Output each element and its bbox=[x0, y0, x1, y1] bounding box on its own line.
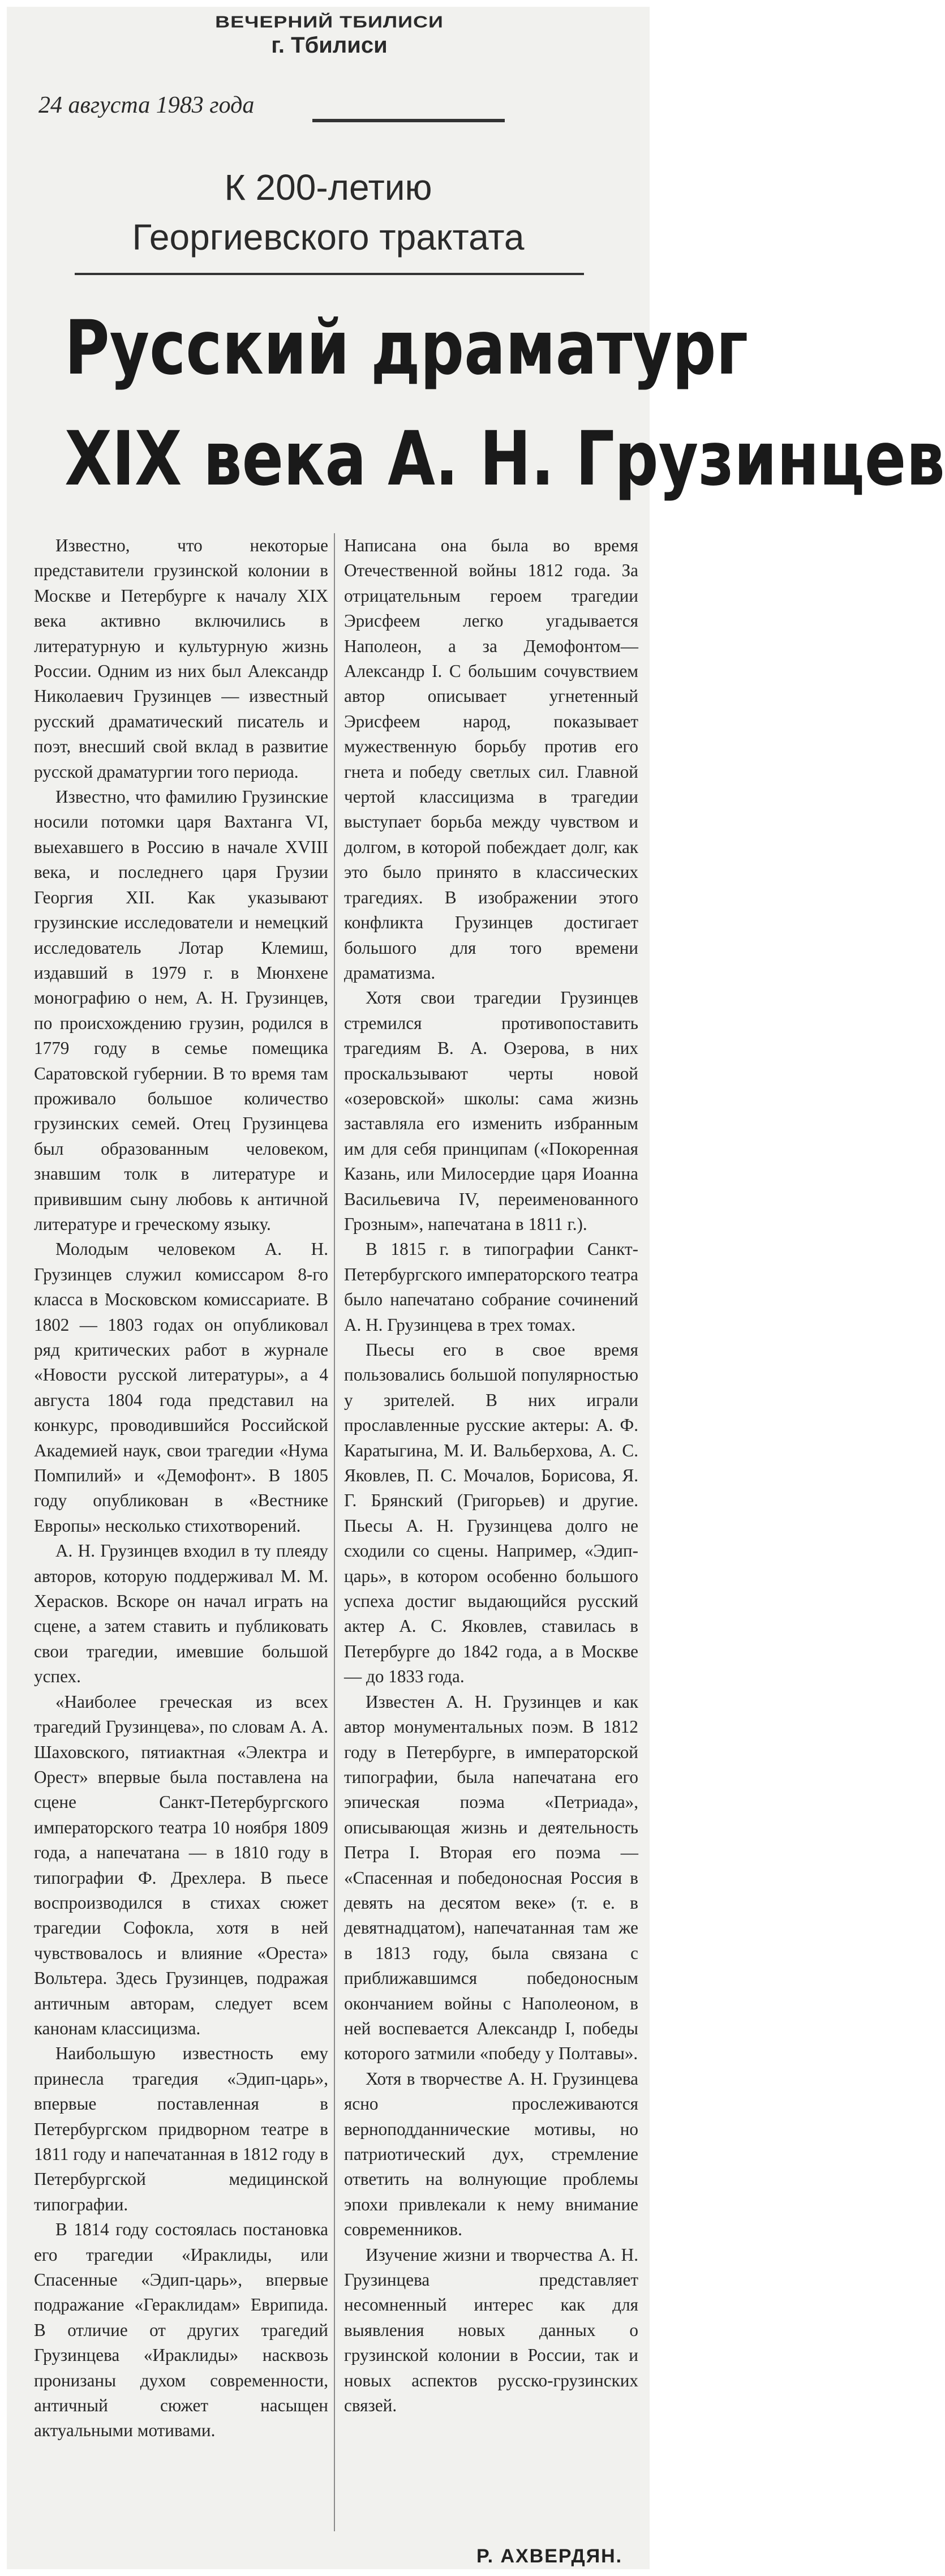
paragraph: В 1815 г. в типографии Санкт-Петербургского императорского театра было напечатано собрание сочинений А. Н. Грузинцева в трех томах. bbox=[344, 1239, 638, 1335]
headline-line-2: XIX века А. Н. Грузинцев bbox=[65, 415, 945, 503]
paragraph: Известен А. Н. Грузинцев и как автор монументальных поэм. В 1812 году в Петербурге, в императорской типографии, была напечатана его эпическая поэма «Петриада», описывающая жизнь и деятельность Петра I. Вторая его поэма — «Спасенная и победоносная Россия в девять на десятом веке» (т. е. в девятнадцатом), напечатанная там же в 1813 году, была связана с приближавшимся победоносным окончанием войны с Наполеоном, в ней воспевается Александр I, победы которого затмили «победу у Полтавы». bbox=[344, 1691, 638, 2064]
paragraph: В 1814 году состоялась постановка его трагедии «Ираклиды, или Спасенные «Эдип-царь», впервые подражание «Гераклидам» Еврипида. В отличие от других трагедий Грузинцева «Ираклиды» насквозь пронизаны духом современности, античный сюжет насыщен актуальными мотивами. bbox=[34, 2219, 328, 2441]
paragraph: Пьесы его в свое время пользовались большой популярностью у зрителей. В них играли прославленные русские актеры: А. Ф. Каратыгина, М. И. Вальберхова, А. С. Яковлев, П. С. Мочалов, Борисова, Я. Г. Брянский (Григорьев) и другие. Пьесы А. Н. Грузинцева долго не сходили со сцены. Например, «Эдип-царь», в котором особенно большого успеха достиг выдающийся русский актер А. С. Яковлев, ставилась в Петербурге до 1842 года, а в Москве — до 1833 года. bbox=[344, 1340, 638, 1687]
article-left-column bbox=[34, 533, 328, 2543]
column-divider bbox=[334, 533, 335, 2531]
publication-date: 24 августа 1983 года bbox=[38, 92, 255, 118]
headline-line-1: Русский драматург bbox=[65, 305, 749, 392]
article-right-column bbox=[344, 533, 638, 2543]
date-rule bbox=[312, 119, 505, 122]
headline bbox=[7, 293, 945, 515]
rubric-line-1: К 200-летию bbox=[224, 167, 432, 208]
stamp-newspaper-name: ВЕЧЕРНИЙ ТБИЛИСИ bbox=[215, 12, 444, 32]
rubric bbox=[7, 162, 650, 262]
paragraph: Изучение жизни и творчества А. Н. Грузинцева представляет несомненный интерес как для выявления новых данных о грузинской колонии в России, так и новых аспектов русско-грузинских связей. bbox=[344, 2244, 638, 2416]
paragraph: Хотя в творчестве А. Н. Грузинцева ясно прослеживаются верноподданнические мотивы, но патриотический дух, стремление ответить на волнующие проблемы эпохи привлекали к нему внимание современников. bbox=[344, 2068, 638, 2240]
paragraph: Написана она была во время Отечественной войны 1812 года. За отрицательным героем трагедии Эрисфеем легко угадывается Наполеон, а за Демофонтом—Александр I. С большим сочувствием автор описывает угнетенный Эрисфеем народ, показывает мужественную борьбу против его гнета и победу светлых сил. Главной чертой классицизма в трагедии выступает борьба между чувством и долгом, в которой побеждает долг, как это было принято в классических трагедиях. В изображении этого конфликта Грузинцев достигает большого для того времени драматизма. bbox=[344, 535, 638, 983]
paragraph: А. Н. Грузинцев входил в ту плеяду авторов, которую поддерживал М. М. Херасков. Вскоре он начал играть на сцене, а затем ставить и публиковать свои трагедии, имевшие большой успех. bbox=[34, 1541, 328, 1687]
rubric-line-2: Георгиевского трактата bbox=[132, 217, 525, 258]
paragraph: Хотя свои трагедии Грузинцев стремился противопоставить трагедиям В. А. Озерова, в них проскальзывают черты новой «озеровской» школы: сама жизнь заставляла его изменить избранным им для себя принципам («Покоренная Казань, или Милосердие царя Иоанна Васильевича IV, переименованного Грозным», напечатана в 1811 г.). bbox=[344, 988, 638, 1234]
paragraph: Наибольшую известность ему принесла трагедия «Эдип-царь», впервые поставленная в Петербургском придворном театре в 1811 году и напечатанная в 1812 году в Петербургской медицинской типографии. bbox=[34, 2043, 328, 2214]
paragraph: Известно, что фамилию Грузинские носили потомки царя Вахтанга VI, выехавшего в Россию в начале XVIII века, и последнего царя Грузии Георгия XII. Как указывают грузинские исследователи и немецкий исследователь Лотар Клемиш, издавший в 1979 г. в Мюнхене монографию о нем, А. Н. Грузинцев, по происхождению грузин, родился в 1779 году в семье помещика Саратовской губернии. В то время там проживало большое количество грузинских семей. Отец Грузинцева был образованным человеком, знавшим толк в литературе и привившим сыну любовь к античной литературе и греческому языку. bbox=[34, 787, 328, 1234]
author-signature: Р. АХВЕРДЯН. bbox=[476, 2545, 623, 2567]
paragraph: Молодым человеком А. Н. Грузинцев служил комиссаром 8-го класса в Московском комиссариате. В 1802 — 1803 годах он опубликовал ряд критических работ в журнале «Новости русской литературы», а 4 августа 1804 года представил на конкурс, проводившийся Российской Академией наук, свои трагедии «Нума Помпилий» и «Демофонт». В 1805 году опубликован в «Вестнике Европы» несколько стихотворений. bbox=[34, 1239, 328, 1536]
paragraph: «Наиболее греческая из всех трагедий Грузинцева», по словам А. А. Шаховского, пятиактная «Электра и Орест» впервые была поставлена на сцене Санкт-Петербургского императорского театра 10 ноября 1809 года, а напечатана — в 1810 году в типографии Ф. Дрехлера. В пьесе воспроизводился в стихах сюжет трагедии Софокла, хотя в ней чувствовалось и влияние «Ореста» Вольтера. Здесь Грузинцев, подражая античным авторам, следует всем канонам классицизма. bbox=[34, 1691, 328, 2038]
stamp-city: г. Тбилиси bbox=[271, 33, 388, 58]
newspaper-clipping bbox=[7, 7, 945, 2569]
rubric-rule bbox=[75, 273, 584, 275]
paragraph: Известно, что некоторые представители грузинской колонии в Москве и Петербурге к началу XIX века активно включились в литературную и культурную жизнь России. Одним из них был Александр Николаевич Грузинцев — известный русский драматический писатель и поэт, внесший свой вклад в развитие русской драматургии того периода. bbox=[34, 535, 328, 782]
newspaper-stamp bbox=[182, 10, 476, 58]
